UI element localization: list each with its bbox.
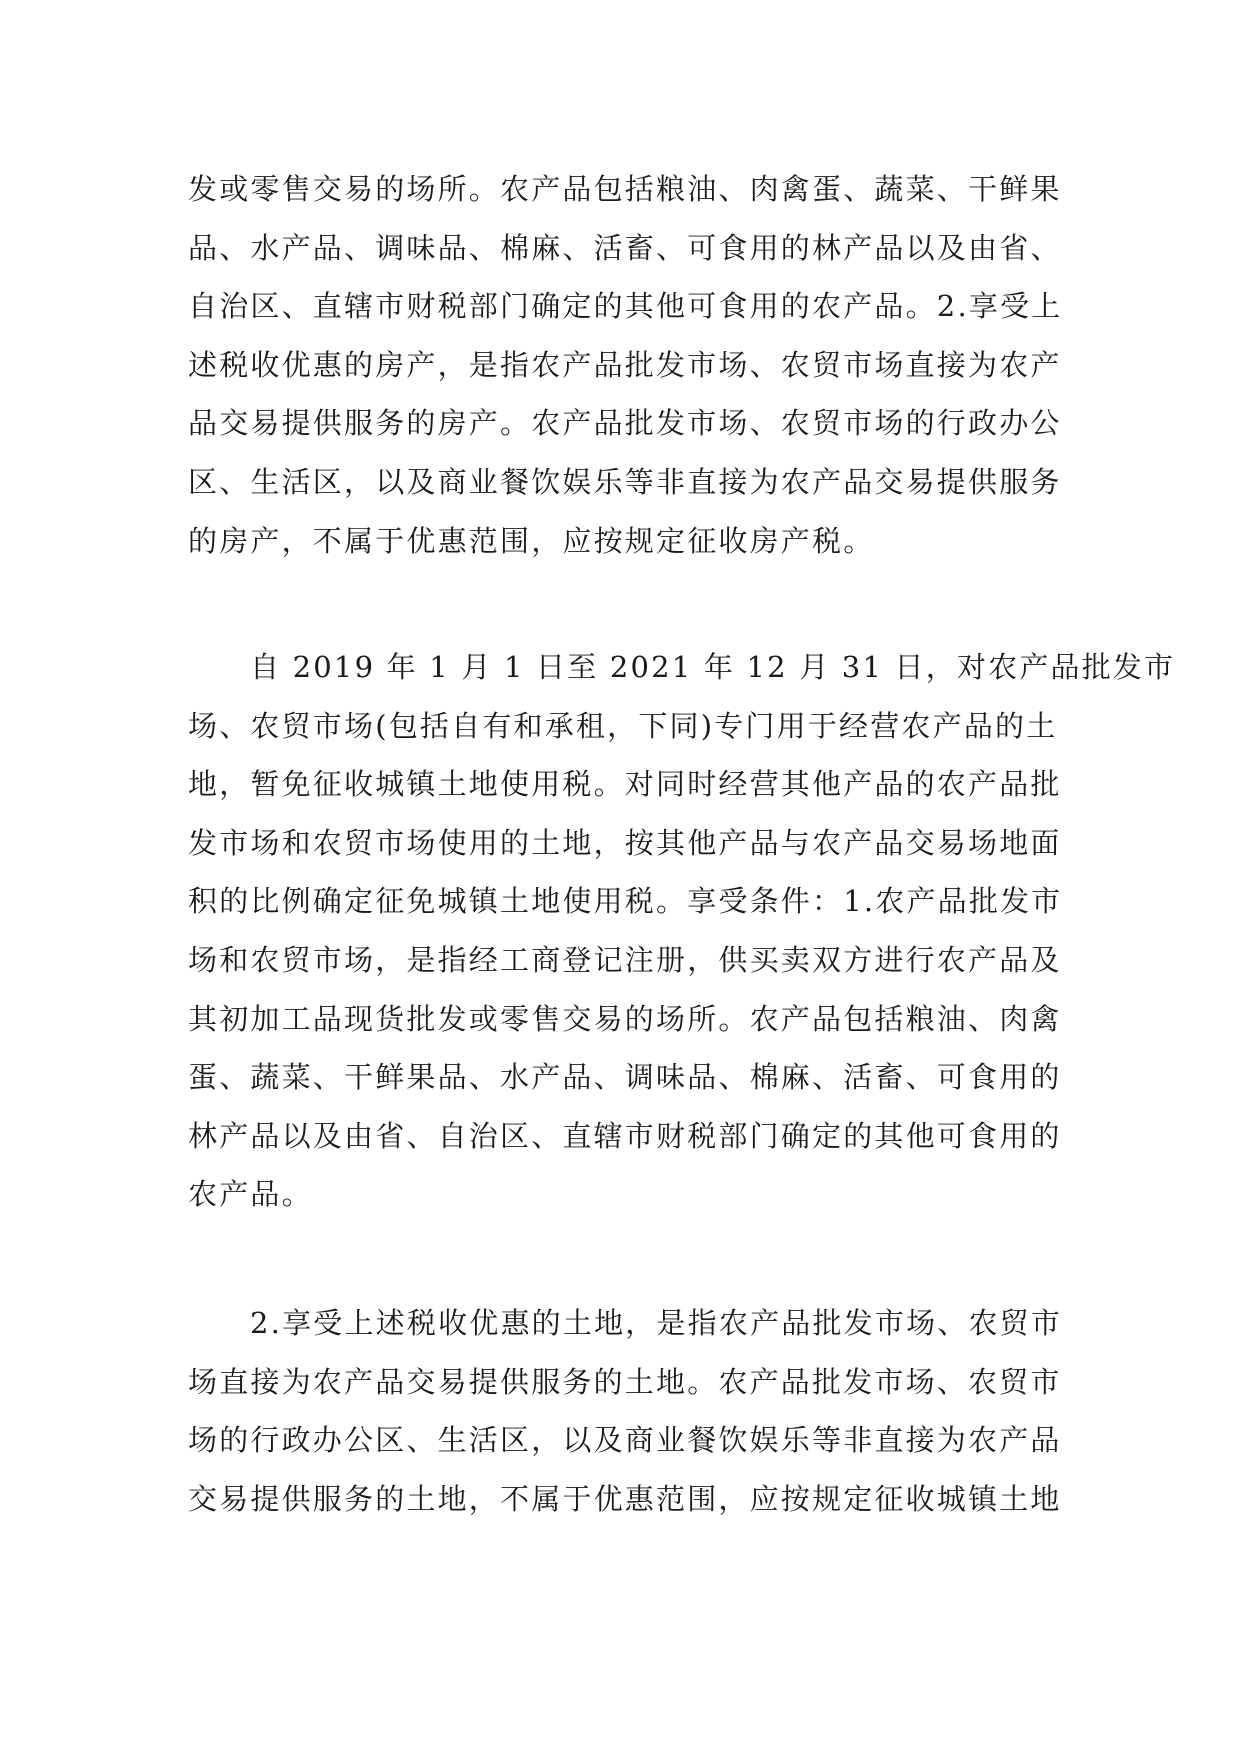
paragraph-line: 交易提供服务的土地，不属于优惠范围，应按规定征收城镇土地 — [188, 1481, 1062, 1516]
paragraph-line: 自治区、直辖市财税部门确定的其他可食用的农产品。2.享受上 — [188, 289, 1063, 324]
paragraph-line: 品、水产品、调味品、棉麻、活畜、可食用的林产品以及由省、 — [188, 230, 1062, 265]
paragraph-line: 蛋、蔬菜、干鲜果品、水产品、调味品、棉麻、活畜、可食用的 — [188, 1060, 1062, 1095]
paragraph-line: 述税收优惠的房产，是指农产品批发市场、农贸市场直接为农产 — [188, 347, 1062, 382]
paragraph-1 — [188, 160, 1063, 570]
paragraph-3 — [188, 1294, 1063, 1528]
paragraph-line: 场和农贸市场，是指经工商登记注册，供买卖双方进行农产品及 — [188, 942, 1062, 977]
paragraph-line: 积的比例确定征免城镇土地使用税。享受条件：1.农产品批发市 — [188, 884, 1063, 919]
paragraph-line: 2.享受上述税收优惠的土地，是指农产品批发市场、农贸市 — [250, 1306, 1063, 1340]
paragraph-line: 其初加工品现货批发或零售交易的场所。农产品包括粮油、肉禽 — [188, 1001, 1062, 1036]
paragraph-2 — [188, 638, 1176, 1224]
paragraph-line: 林产品以及由省、自治区、直辖市财税部门确定的其他可食用的 — [188, 1118, 1062, 1153]
paragraph-line: 场直接为农产品交易提供服务的土地。农产品批发市场、农贸市 — [188, 1364, 1062, 1399]
paragraph-line: 发市场和农贸市场使用的土地，按其他产品与农产品交易场地面 — [188, 825, 1062, 860]
paragraph-line: 地，暂免征收城镇土地使用税。对同时经营其他产品的农产品批 — [188, 767, 1062, 802]
paragraph-line: 自 2019 年 1 月 1 日至 2021 年 12 月 31 日，对农产品批发市 — [250, 650, 1176, 684]
paragraph-line: 区、生活区，以及商业餐饮娱乐等非直接为农产品交易提供服务 — [188, 464, 1062, 499]
paragraph-line: 场的行政办公区、生活区，以及商业餐饮娱乐等非直接为农产品 — [188, 1423, 1062, 1458]
paragraph-line: 发或零售交易的场所。农产品包括粮油、肉禽蛋、蔬菜、干鲜果 — [188, 172, 1062, 206]
paragraph-line: 的房产，不属于优惠范围，应按规定征收房产税。 — [188, 523, 875, 558]
paragraph-line: 场、农贸市场(包括自有和承租，下同)专门用于经营农产品的土 — [188, 708, 1058, 743]
paragraph-line: 农产品。 — [188, 1177, 313, 1212]
paragraph-line: 品交易提供服务的房产。农产品批发市场、农贸市场的行政办公 — [188, 406, 1062, 441]
